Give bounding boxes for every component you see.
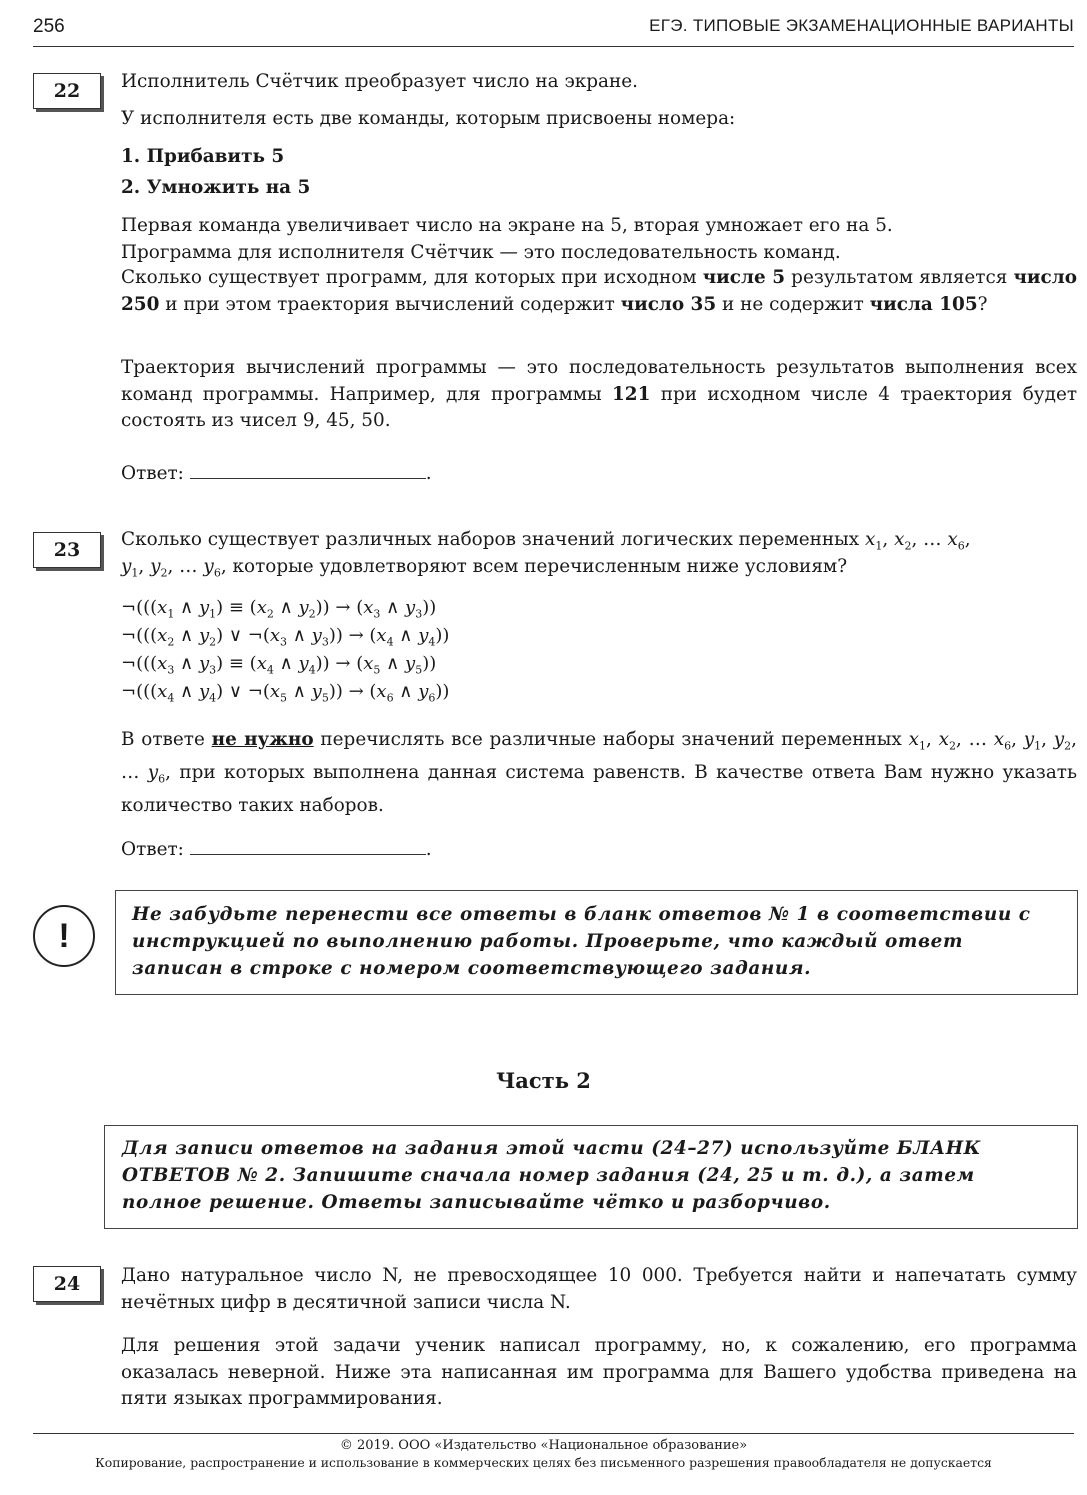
formula-1: $\neg(((x_1$ ∧ $y_1) \equiv (x_2$ ∧ $y_2)) \to (x_3$ ∧ $y_3$))	[121, 597, 437, 621]
notice-box: Не забудьте перенести все ответы в бланк ответов № 1 в соответствии с инструкцией по выполнению работы. Проверьте, что каждый ответ записан в строке с номером соответствующего задания.	[115, 890, 1078, 995]
part-2-instructions: Для записи ответов на задания этой части (24–27) используйте БЛАНК ОТВЕТОВ № 2. Запишите сначала номер задания (24, 25 и т. д.), а затем полное решение. Ответы записывайте чётко и разборчиво.	[104, 1125, 1078, 1229]
task-23-number: 23	[33, 532, 101, 568]
task-22-description-line-2: Программа для исполнителя Счётчик — это последовательность команд.	[121, 242, 841, 263]
running-header: ЕГЭ. ТИПОВЫЕ ЭКЗАМЕНАЦИОННЫЕ ВАРИАНТЫ	[649, 16, 1074, 35]
task-24-number: 24	[33, 1266, 101, 1302]
task-22-answer-field[interactable]	[190, 460, 426, 479]
header-divider	[33, 46, 1074, 47]
exclamation-icon: !	[33, 905, 95, 967]
formula-4: $\neg(((x_4$ ∧ $y_4$) ∨ $\neg(x_5$ ∧ $y_5)) \to (x_6$ ∧ $y_6$))	[121, 681, 450, 705]
task-23-question-line-1: Сколько существует различных наборов значений логических переменных $x_1$, $x_2$, … $x_6$,	[121, 529, 971, 553]
task-23-answer-field[interactable]	[190, 836, 426, 855]
task-23-question-line-2: $y_1$, $y_2$, … $y_6$, которые удовлетворяют всем перечисленным ниже условиям?	[121, 556, 848, 580]
task-23-note: В ответе не нужно перечислять все различные наборы значений переменных $x_1$, $x_2$, … $x_6$, $y_1$, $y_2$, … $y_6$, при которых выполнена данная система равенств. В качестве ответа Вам нужно указать количество таких наборов.	[121, 729, 1077, 817]
task-23-answer: Ответ: .	[121, 836, 432, 860]
task-22-command-2: 2. Умножить на 5	[121, 177, 311, 198]
task-24-statement: Дано натуральное число N, не превосходящее 10 000. Требуется найти и напечатать сумму нечётных цифр в десятичной записи числа N.	[121, 1265, 1077, 1313]
task-22-description-line-1: Первая команда увеличивает число на экране на 5, вторая умножает его на 5.	[121, 215, 893, 236]
task-24-program-note: Для решения этой задачи ученик написал программу, но, к сожалению, его программа оказалась неверной. Ниже эта написанная им программа для Вашего удобства приведена на пяти языках программирования.	[121, 1335, 1077, 1409]
footer-copyright: © 2019. ООО «Издательство «Национальное образование»	[339, 1438, 748, 1453]
formula-3: $\neg(((x_3$ ∧ $y_3) \equiv (x_4$ ∧ $y_4)) \to (x_5$ ∧ $y_5$))	[121, 653, 437, 677]
task-22-answer: Ответ: .	[121, 460, 432, 484]
task-22-commands-intro: У исполнителя есть две команды, которым присвоены номера:	[121, 108, 736, 129]
task-22-trajectory-note: Траектория вычислений программы — это последовательность результатов выполнения всех команд программы. Например, для программы 121 при исходном числе 4 траектория будет состоять из чисел 9, 45, 50.	[121, 357, 1077, 431]
footer-notice: Копирование, распространение и использование в коммерческих целях без письменного разрешения правообладателя не допускается	[95, 1455, 992, 1470]
page-number: 256	[33, 16, 65, 37]
task-22-number: 22	[33, 73, 101, 109]
footer-divider	[33, 1433, 1074, 1434]
task-22-command-1: 1. Прибавить 5	[121, 146, 285, 167]
part-2-title: Часть 2	[496, 1068, 591, 1093]
task-22-intro: Исполнитель Счётчик преобразует число на экране.	[121, 71, 638, 92]
formula-2: $\neg(((x_2$ ∧ $y_2$) ∨ $\neg(x_3$ ∧ $y_3)) \to (x_4$ ∧ $y_4$))	[121, 625, 450, 649]
task-22-question: Сколько существует программ, для которых при исходном числе 5 результатом является число 250 и при этом траектория вычислений содержит число 35 и не содержит числа 105?	[121, 267, 1077, 315]
